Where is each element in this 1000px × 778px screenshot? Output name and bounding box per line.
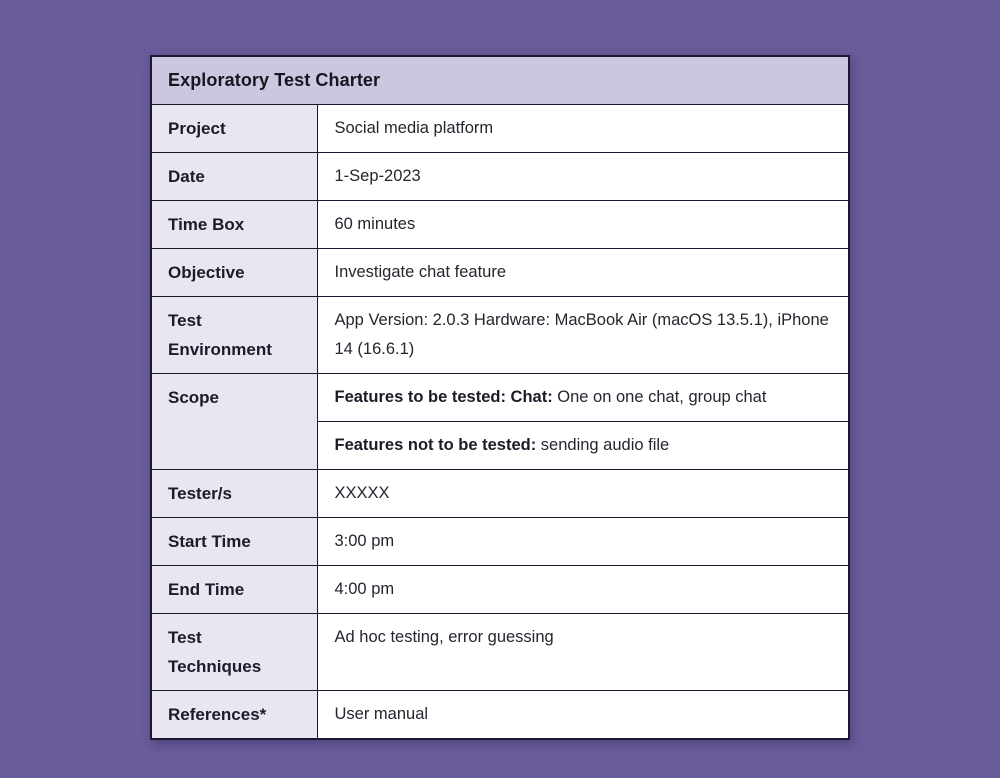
row-value-scope-tested <box>317 374 849 422</box>
row-label-start-time: Start Time <box>151 518 317 566</box>
table-row-test-environment <box>151 297 849 374</box>
row-label-testers: Tester/s <box>151 470 317 518</box>
table-row-objective <box>151 249 849 297</box>
row-value-test-environment: App Version: 2.0.3 Hardware: MacBook Air (macOS 13.5.1), iPhone 14 (16.6.1) <box>317 297 849 374</box>
row-value-start-time: 3:00 pm <box>317 518 849 566</box>
row-value-time-box: 60 minutes <box>317 201 849 249</box>
table-row-references <box>151 691 849 740</box>
row-label-project: Project <box>151 105 317 153</box>
row-label-objective: Objective <box>151 249 317 297</box>
table-row-time-box <box>151 201 849 249</box>
row-label-date: Date <box>151 153 317 201</box>
scope-tested-bold-text: Features to be tested: Chat: <box>334 388 553 406</box>
table-title: Exploratory Test Charter <box>151 56 849 105</box>
row-label-test-environment: Test Environment <box>151 297 317 374</box>
table-row-scope <box>151 374 849 422</box>
table-row-start-time <box>151 518 849 566</box>
row-value-scope-not-tested <box>317 422 849 470</box>
row-label-test-techniques: Test Techniques <box>151 614 317 691</box>
charter-table-container <box>150 55 850 740</box>
row-value-test-techniques: Ad hoc testing, error guessing <box>317 614 849 691</box>
table-row-end-time <box>151 566 849 614</box>
row-value-project: Social media platform <box>317 105 849 153</box>
table-row-testers <box>151 470 849 518</box>
row-value-objective: Investigate chat feature <box>317 249 849 297</box>
table-header-row <box>151 56 849 105</box>
row-value-references: User manual <box>317 691 849 740</box>
charter-table <box>150 55 850 740</box>
table-row-project <box>151 105 849 153</box>
row-label-end-time: End Time <box>151 566 317 614</box>
row-value-end-time: 4:00 pm <box>317 566 849 614</box>
row-value-date: 1-Sep-2023 <box>317 153 849 201</box>
scope-tested-regular-text: One on one chat, group chat <box>552 388 767 406</box>
scope-not-tested-bold-text: Features not to be tested: <box>334 436 537 454</box>
row-value-testers: XXXXX <box>317 470 849 518</box>
row-label-scope: Scope <box>151 374 317 470</box>
scope-not-tested-regular-text: sending audio file <box>536 436 670 454</box>
table-row-date <box>151 153 849 201</box>
table-row-test-techniques <box>151 614 849 691</box>
row-label-references: References* <box>151 691 317 740</box>
row-label-time-box: Time Box <box>151 201 317 249</box>
